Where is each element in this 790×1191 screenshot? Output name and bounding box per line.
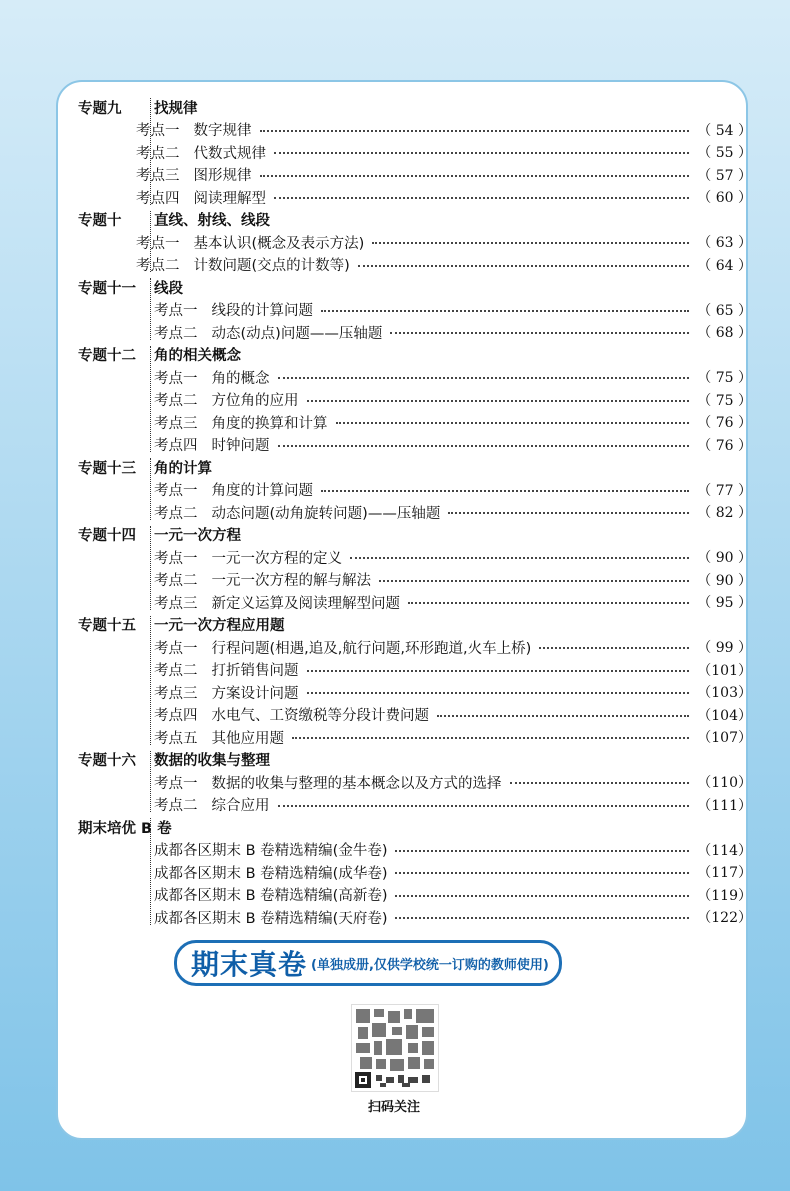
topic-header: [72, 456, 752, 479]
dot-leader: [274, 152, 689, 154]
topic-section: [72, 614, 752, 749]
topic-title: 线段: [154, 280, 183, 297]
topic-header: [72, 96, 752, 119]
topic-header: [72, 749, 752, 772]
entry-label: 考点二: [136, 145, 180, 162]
toc-entry[interactable]: [154, 839, 752, 862]
entry-page: （ 64 ）: [697, 257, 752, 274]
entry-page: （ 90 ）: [697, 572, 752, 589]
entry-page: （ 99 ）: [697, 640, 752, 657]
entry-text: 其他应用题: [211, 730, 284, 747]
entry-text: 行程问题(相遇,追及,航行问题,环形跑道,火车上桥): [211, 640, 532, 657]
entry-page: （103）: [697, 685, 752, 702]
topic-number: 专题十: [78, 213, 122, 230]
entry-text: 角度的换算和计算: [211, 415, 328, 432]
dot-leader: [539, 647, 689, 649]
dot-leader: [274, 197, 689, 199]
entry-text: 阅读理解型: [193, 190, 266, 207]
entry-label: 考点一: [136, 123, 180, 140]
entry-label: 考点四: [136, 190, 180, 207]
toc-entry[interactable]: [154, 546, 752, 569]
entry-page: （ 63 ）: [697, 235, 752, 252]
entry-text: 数据的收集与整理的基本概念以及方式的选择: [211, 775, 502, 792]
dot-leader: [278, 445, 690, 447]
topic-number: 专题十三: [78, 460, 136, 477]
topic-header: [72, 524, 752, 547]
entry-page: （ 95 ）: [697, 595, 752, 612]
topic-divider: [150, 458, 151, 520]
dot-leader: [292, 737, 689, 739]
toc-entry[interactable]: [154, 591, 752, 614]
topic-number: 专题十二: [78, 348, 136, 365]
entry-text: 角的概念: [211, 370, 270, 387]
topic-divider: [150, 346, 151, 453]
dot-leader: [358, 265, 689, 267]
entry-label: 考点一: [154, 303, 198, 320]
dot-leader: [395, 895, 689, 897]
final-title: 期末培优 B 卷: [78, 820, 172, 837]
toc-entry[interactable]: [136, 254, 752, 277]
toc-entry[interactable]: [154, 659, 752, 682]
dot-leader: [260, 130, 690, 132]
entry-page: （119）: [697, 887, 752, 904]
entry-page: （114）: [697, 842, 752, 859]
dot-leader: [336, 422, 690, 424]
entry-page: （117）: [697, 865, 752, 882]
topic-section: [72, 456, 752, 524]
banner-note: (单独成册,仅供学校统一订购的教师使用): [311, 957, 549, 973]
qr-label: 扫码关注: [367, 1100, 420, 1115]
entry-text: 方位角的应用: [211, 393, 299, 410]
entry-text: 综合应用: [211, 798, 270, 815]
entry-text: 新定义运算及阅读理解型问题: [211, 595, 400, 612]
topic-title: 角的计算: [154, 460, 212, 477]
dot-leader: [437, 715, 689, 717]
topic-title: 直线、射线、线段: [154, 213, 270, 230]
topic-header: [72, 209, 752, 232]
dot-leader: [321, 490, 689, 492]
toc-entry[interactable]: [154, 389, 752, 412]
dot-leader: [372, 242, 689, 244]
dot-leader: [260, 175, 690, 177]
content-panel: [56, 80, 752, 1140]
topic-number: 专题九: [78, 100, 122, 117]
toc-entry[interactable]: [154, 884, 752, 907]
entry-page: （122）: [697, 910, 752, 927]
toc-entry[interactable]: [136, 119, 752, 142]
toc-entry[interactable]: [136, 186, 752, 209]
entry-text: 时钟问题: [211, 438, 270, 455]
toc-entry[interactable]: [154, 321, 752, 344]
toc-entry[interactable]: [154, 771, 752, 794]
dot-leader: [278, 805, 690, 807]
topic-number: 专题十四: [78, 528, 136, 545]
entry-page: （ 65 ）: [697, 302, 752, 319]
entry-page: （ 75 ）: [697, 392, 752, 409]
entry-label: 考点三: [154, 415, 198, 432]
entry-text: 角度的计算问题: [211, 483, 313, 500]
entry-text: 代数式规律: [193, 145, 266, 162]
topic-divider: [150, 616, 151, 745]
entry-page: （ 57 ）: [697, 167, 752, 184]
dot-leader: [350, 557, 689, 559]
entry-text: 水电气、工资缴税等分段计费问题: [211, 708, 429, 725]
topic-number: 专题十六: [78, 753, 136, 770]
entry-label: 考点一: [154, 483, 198, 500]
toc-entry[interactable]: [136, 141, 752, 164]
entry-page: （ 76 ）: [697, 415, 752, 432]
toc-entry[interactable]: [154, 299, 752, 322]
entry-page: （ 77 ）: [697, 482, 752, 499]
final-section: [72, 816, 752, 929]
entry-page: （110）: [697, 775, 752, 792]
dot-leader: [379, 580, 689, 582]
entry-label: 考点三: [136, 168, 180, 185]
toc-entry[interactable]: [154, 906, 752, 929]
entry-label: 考点二: [154, 505, 198, 522]
entry-label: 考点四: [154, 438, 198, 455]
topic-divider: [150, 278, 151, 340]
qr-code[interactable]: [351, 1004, 439, 1092]
topic-divider: [150, 751, 151, 813]
toc-entry[interactable]: [154, 569, 752, 592]
entry-page: （ 82 ）: [697, 505, 752, 522]
final-divider: [150, 818, 151, 925]
dot-leader: [395, 872, 689, 874]
topic-section: [72, 344, 752, 457]
entry-label: 考点一: [154, 550, 198, 567]
dot-leader: [390, 332, 689, 334]
dot-leader: [278, 377, 690, 379]
topic-section: [72, 276, 752, 344]
entry-label: 考点二: [154, 325, 198, 342]
topic-header: [72, 344, 752, 367]
entry-text: 动态问题(动角旋转问题)——压轴题: [211, 505, 441, 522]
topic-title: 一元一次方程应用题: [154, 618, 285, 635]
entry-page: （ 76 ）: [697, 437, 752, 454]
entry-label: 考点二: [154, 663, 198, 680]
topic-divider: [150, 98, 151, 205]
entry-page: （ 90 ）: [697, 550, 752, 567]
toc-entry[interactable]: [154, 794, 752, 817]
toc-entry[interactable]: [154, 861, 752, 884]
entry-label: 考点一: [154, 370, 198, 387]
dot-leader: [321, 310, 689, 312]
entry-label: 考点一: [154, 775, 198, 792]
entry-page: （ 75 ）: [697, 370, 752, 387]
toc-entry[interactable]: [136, 164, 752, 187]
topic-section: [72, 524, 752, 614]
entry-label: 考点二: [154, 573, 198, 590]
toc-entry[interactable]: [154, 726, 752, 749]
topic-divider: [150, 526, 151, 610]
entry-label: 考点二: [136, 258, 180, 275]
entry-text: 成都各区期末 B 卷精选精编(高新卷): [154, 888, 388, 905]
entry-label: 考点三: [154, 685, 198, 702]
toc-entry[interactable]: [154, 501, 752, 524]
entry-page: （104）: [697, 707, 752, 724]
entry-label: 考点二: [154, 798, 198, 815]
toc-entry[interactable]: [154, 366, 752, 389]
toc-entry[interactable]: [154, 479, 752, 502]
exam-banner: [174, 940, 562, 986]
topic-section: [72, 209, 752, 277]
toc-entry[interactable]: [154, 636, 752, 659]
dot-leader: [307, 692, 690, 694]
banner-title: 期末真卷: [191, 948, 308, 981]
entry-text: 成都各区期末 B 卷精选精编(金牛卷): [154, 843, 388, 860]
toc-entry[interactable]: [154, 411, 752, 434]
dot-leader: [408, 602, 689, 604]
entry-text: 成都各区期末 B 卷精选精编(天府卷): [154, 910, 388, 927]
topic-title: 数据的收集与整理: [154, 753, 270, 770]
dot-leader: [395, 917, 689, 919]
entry-page: （ 60 ）: [697, 190, 752, 207]
topic-section: [72, 96, 752, 209]
topic-divider: [150, 211, 151, 273]
entry-text: 动态(动点)问题——压轴题: [211, 325, 383, 342]
toc-entry[interactable]: [154, 434, 752, 457]
entry-label: 考点四: [154, 708, 198, 725]
entry-label: 考点五: [154, 730, 198, 747]
dot-leader: [307, 400, 690, 402]
entry-page: （107）: [697, 730, 752, 747]
entry-text: 一元一次方程的定义: [211, 550, 342, 567]
entry-label: 考点二: [154, 393, 198, 410]
topic-header: [72, 614, 752, 637]
entry-text: 图形规律: [193, 168, 252, 185]
table-of-contents: [72, 96, 752, 929]
entry-page: （111）: [697, 797, 752, 814]
dot-leader: [448, 512, 689, 514]
entry-page: （ 55 ）: [697, 145, 752, 162]
topic-number: 专题十一: [78, 280, 136, 297]
entry-page: （ 54 ）: [697, 122, 752, 139]
entry-text: 打折销售问题: [211, 663, 299, 680]
topic-title: 角的相关概念: [154, 348, 241, 365]
toc-entry[interactable]: [154, 681, 752, 704]
entry-label: 考点一: [154, 640, 198, 657]
entry-text: 线段的计算问题: [211, 303, 313, 320]
entry-text: 基本认识(概念及表示方法): [193, 235, 365, 252]
dot-leader: [395, 850, 689, 852]
entry-text: 数字规律: [193, 123, 252, 140]
toc-entry[interactable]: [136, 231, 752, 254]
entry-label: 考点三: [154, 595, 198, 612]
topic-header: [72, 276, 752, 299]
entry-text: 一元一次方程的解与解法: [211, 573, 371, 590]
topic-title: 一元一次方程: [154, 528, 241, 545]
topic-section: [72, 749, 752, 817]
topic-number: 专题十五: [78, 618, 136, 635]
entry-page: （101）: [697, 662, 752, 679]
entry-text: 计数问题(交点的计数等): [193, 258, 350, 275]
dot-leader: [307, 670, 690, 672]
entry-page: （ 68 ）: [697, 325, 752, 342]
final-header: [72, 816, 752, 839]
toc-entry[interactable]: [154, 704, 752, 727]
entry-text: 方案设计问题: [211, 685, 299, 702]
entry-text: 成都各区期末 B 卷精选精编(成华卷): [154, 865, 388, 882]
entry-label: 考点一: [136, 235, 180, 252]
dot-leader: [510, 782, 690, 784]
topic-title: 找规律: [154, 100, 198, 117]
